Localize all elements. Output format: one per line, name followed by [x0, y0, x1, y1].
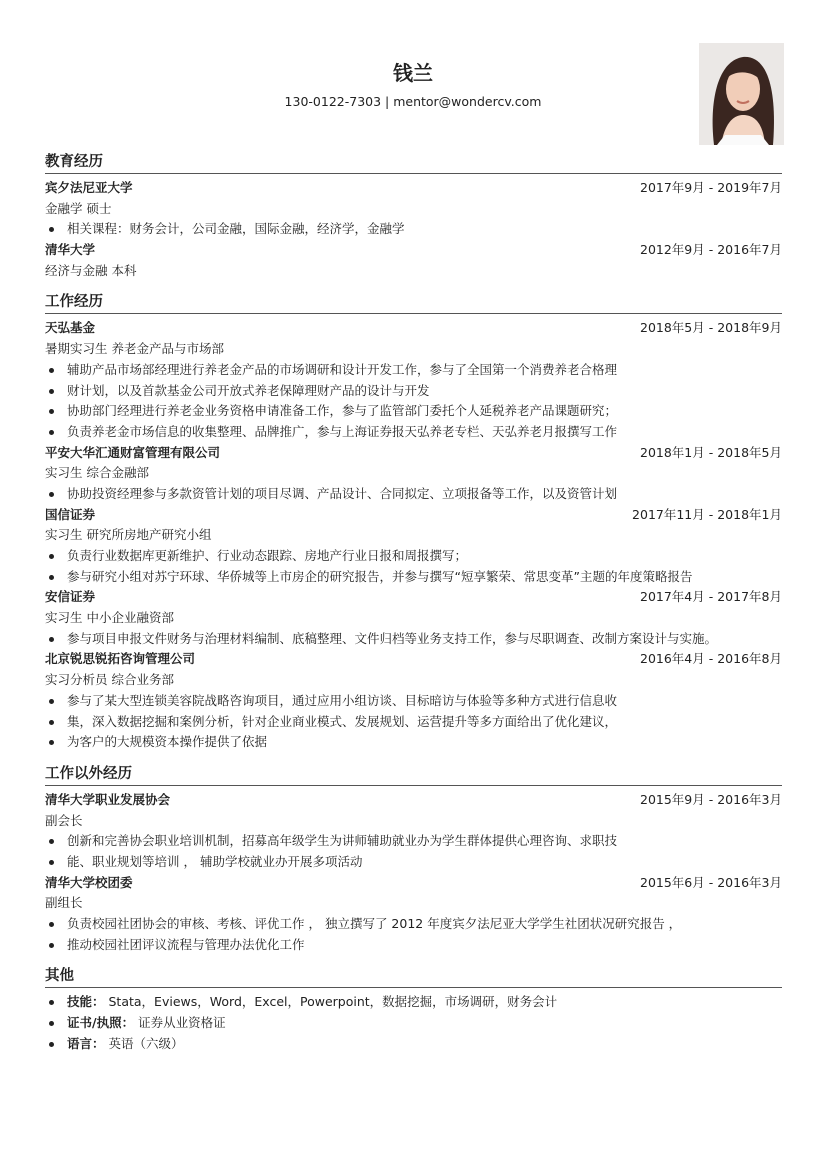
organization-name: 平安大华汇通财富管理有限公司: [45, 444, 221, 460]
date-range: 2017年9月 - 2019年7月: [640, 180, 782, 195]
bullet-item: 相关课程：财务会计，公司金融，国际金融，经济学，金融学: [45, 219, 782, 240]
bullet-item: 参与研究小组对苏宁环球、华侨城等上市房企的研究报告，并参与撰写“短享繁荣、常思变革”主题的年度策略报告: [45, 567, 782, 588]
date-range: 2018年1月 - 2018年5月: [640, 444, 782, 460]
date-range: 2017年4月 - 2017年8月: [640, 589, 782, 605]
date-range: 2015年6月 - 2016年3月: [640, 874, 782, 890]
resume-section: [45, 291, 782, 752]
organization-name: 安信证券: [45, 589, 96, 605]
organization-name: 清华大学校团委: [45, 874, 133, 890]
other-item: [45, 1034, 782, 1055]
resume-section: [45, 151, 782, 281]
other-item: [45, 992, 782, 1013]
section-title: 其他: [45, 965, 782, 988]
bullet-item: 参与了某大型连锁美容院战略咨询项目，通过应用小组访谈、目标暗访与体验等多种方式进行信息收: [45, 691, 782, 712]
item-label: 技能：: [67, 994, 105, 1010]
date-range: 2016年4月 - 2016年8月: [640, 651, 782, 667]
resume-section: [45, 763, 782, 956]
entry-header: [45, 240, 782, 261]
entry-header: [45, 443, 782, 464]
entry-header: [45, 587, 782, 608]
entry-header: [45, 873, 782, 894]
item-value: 英语（六级）: [108, 1035, 184, 1051]
date-range: 2012年9月 - 2016年7月: [640, 242, 782, 258]
entry-header: [45, 178, 782, 199]
entry-role: 经济与金融 本科: [45, 262, 137, 278]
entry-role: 金融学 硕士: [45, 200, 112, 216]
section-title: 教育经历: [45, 151, 782, 174]
resume-section-other: [45, 965, 782, 1054]
entry-role: 实习生 研究所房地产研究小组: [45, 527, 212, 543]
item-value: 证券从业资格证: [138, 1015, 226, 1031]
date-range: 2018年5月 - 2018年9月: [640, 320, 782, 336]
profile-photo: [699, 43, 784, 145]
entry-role: 暑期实习生 养老金产品与市场部: [45, 341, 224, 357]
bullet-item: 为客户的大规模资本操作提供了依据: [45, 732, 782, 753]
organization-name: 清华大学: [45, 242, 96, 258]
section-title: 工作经历: [45, 291, 782, 314]
entry-role: 副会长: [45, 812, 83, 828]
bullet-item: 推动校园社团评议流程与管理办法优化工作: [45, 935, 782, 956]
entry-header: [45, 505, 782, 526]
contact-info: 130-0122-7303 | mentor@wondercv.com: [284, 94, 542, 109]
other-item: [45, 1013, 782, 1034]
organization-name: 天弘基金: [45, 320, 96, 336]
organization-name: 北京锐思锐拓咨询管理公司: [45, 651, 196, 667]
entry-header: [45, 318, 782, 339]
bullet-item: 负责行业数据库更新维护、行业动态跟踪、房地产行业日报和周报撰写；: [45, 546, 782, 567]
item-label: 证书/执照：: [67, 1015, 135, 1031]
candidate-name: 钱兰: [393, 61, 433, 85]
entry-role: 实习生 中小企业融资部: [45, 610, 174, 626]
entry-role: 实习分析员 综合业务部: [45, 672, 174, 688]
organization-name: 清华大学职业发展协会: [45, 791, 171, 807]
date-range: 2017年11月 - 2018年1月: [632, 506, 782, 522]
entry-role: 实习生 综合金融部: [45, 465, 149, 481]
entry-role: 副组长: [45, 895, 83, 911]
bullet-item: 负责校园社团协会的审核、考核、评优工作 ， 独立撰写了 2012 年度宾夕法尼亚大学学生社团状况研究报告 ，: [45, 914, 782, 935]
bullet-item: 财计划，以及首款基金公司开放式养老保障理财产品的设计与开发: [45, 381, 782, 402]
resume-body: [45, 151, 782, 1064]
entry-header: [45, 649, 782, 670]
item-label: 语言：: [67, 1035, 105, 1051]
bullet-item: 协助部门经理进行养老金业务资格申请准备工作，参与了监管部门委托个人延税养老产品课题研究；: [45, 401, 782, 422]
bullet-item: 能、职业规划等培训 ， 辅助学校就业办开展多项活动: [45, 852, 782, 873]
bullet-item: 负责养老金市场信息的收集整理、品牌推广，参与上海证券报天弘养老专栏、天弘养老月报撰写工作: [45, 422, 782, 443]
bullet-item: 辅助产品市场部经理进行养老金产品的市场调研和设计开发工作，参与了全国第一个消费养老合格理: [45, 360, 782, 381]
bullet-item: 参与项目申报文件财务与治理材料编制、底稿整理、文件归档等业务支持工作，参与尽职调查、改制方案设计与实施。: [45, 629, 782, 650]
section-title: 工作以外经历: [45, 763, 782, 786]
bullet-item: 协助投资经理参与多款资管计划的项目尽调、产品设计、合同拟定、立项报备等工作，以及资管计划: [45, 484, 782, 505]
organization-name: 国信证券: [45, 506, 96, 522]
bullet-item: 集，深入数据挖掘和案例分析，针对企业商业模式、发展规划、运营提升等多方面给出了优化建议，: [45, 712, 782, 733]
item-value: Stata，Eviews，Word，Excel，Powerpoint，数据挖掘，市场调研，财务会计: [108, 994, 558, 1010]
bullet-item: 创新和完善协会职业培训机制，招募高年级学生为讲师辅助就业办为学生群体提供心理咨询、求职技: [45, 831, 782, 852]
date-range: 2015年9月 - 2016年3月: [640, 791, 782, 807]
organization-name: 宾夕法尼亚大学: [45, 180, 133, 195]
entry-header: [45, 790, 782, 811]
